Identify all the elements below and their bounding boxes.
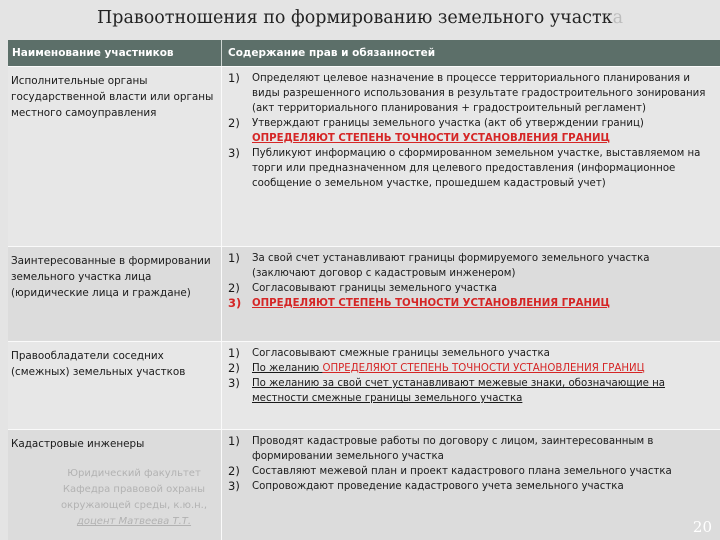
table-row: [8, 246, 720, 341]
rights-table: [8, 40, 720, 540]
list-item: 3) ОПРЕДЕЛЯЮТ СТЕПЕНЬ ТОЧНОСТИ УСТАНОВЛЕНИЯ ГРАНИЦ: [228, 296, 714, 311]
rights-cell: [222, 430, 720, 540]
rights-cell: [222, 67, 720, 246]
participant-cell: Исполнительные органы государственной власти или органы местного самоуправления: [8, 67, 222, 246]
participant-cell: Кадастровые инженеры Юридический факультет Кафедра правовой охраны окружающей среды, к.ю.н., доцент Матвеева Т.Т.: [8, 430, 222, 540]
table-row: [8, 429, 720, 540]
list-item: 2) Утверждают границы земельного участка (акт об утверждении границ) ОПРЕДЕЛЯЮТ СТЕПЕНЬ ТОЧНОСТИ УСТАНОВЛЕНИЯ ГРАНИЦ: [228, 116, 644, 144]
list-item: 1) Согласовывают смежные границы земельного участка: [228, 346, 550, 360]
highlight-text: ОПРЕДЕЛЯЮТ СТЕПЕНЬ ТОЧНОСТИ УСТАНОВЛЕНИЯ ГРАНИЦ: [252, 133, 610, 144]
header-participants: Наименование участников: [8, 40, 222, 66]
list-item: 3) По желанию за свой счет устанавливают межевые знаки, обозначающие на местности смежные границы земельного участка: [228, 376, 665, 404]
list-item: 1) За свой счет устанавливают границы формируемого земельного участка (заключают договор с кадастровым инженером): [228, 251, 650, 279]
list-item: 1) Определяют целевое назначение в процессе территориального планирования и виды разрешенного использования в результате градостроительного зонирования (акт территориального планирования + градостроительный регламент): [228, 71, 706, 114]
participant-cell: Заинтересованные в формировании земельного участка лица (юридические лица и граждане): [8, 247, 222, 341]
table-row: [8, 66, 720, 246]
highlight-text: ОПРЕДЕЛЯЮТ СТЕПЕНЬ ТОЧНОСТИ УСТАНОВЛЕНИЯ ГРАНИЦ: [252, 298, 610, 309]
slide-title: Правоотношения по формированию земельного участка: [96, 8, 624, 28]
list-item: 2) По желанию ОПРЕДЕЛЯЮТ СТЕПЕНЬ ТОЧНОСТИ УСТАНОВЛЕНИЯ ГРАНИЦ: [228, 361, 645, 375]
rights-cell: [222, 247, 720, 341]
highlight-text: ОПРЕДЕЛЯЮТ СТЕПЕНЬ ТОЧНОСТИ УСТАНОВЛЕНИЯ ГРАНИЦ: [322, 363, 645, 374]
rights-cell: [222, 342, 720, 429]
list-item: 3) Публикуют информацию о сформированном земельном участке, выставляемом на торги или предназначенном для целевого предоставления (информационное сообщение о земельном участке, прошедшем кадастровый учет): [228, 146, 701, 189]
page-number: 20: [692, 518, 712, 536]
table-row: [8, 341, 720, 429]
participant-cell: Правообладатели соседних (смежных) земельных участков: [8, 342, 222, 429]
header-rights: Содержание прав и обязанностей: [228, 47, 436, 59]
list-item: 3) Сопровождают проведение кадастрового учета земельного участка: [228, 479, 624, 493]
table-header: [8, 40, 720, 66]
list-item: 1) Проводят кадастровые работы по договору с лицом, заинтересованным в формировании земельного участка: [228, 434, 654, 462]
faculty-watermark: Юридический факультет Кафедра правовой охраны окружающей среды, к.ю.н., доцент Матвеева Т.Т.: [60, 468, 208, 527]
list-item: 2) Составляют межевой план и проект кадастрового плана земельного участка: [228, 464, 672, 478]
list-item: 2) Согласовывают границы земельного участка: [228, 281, 497, 295]
